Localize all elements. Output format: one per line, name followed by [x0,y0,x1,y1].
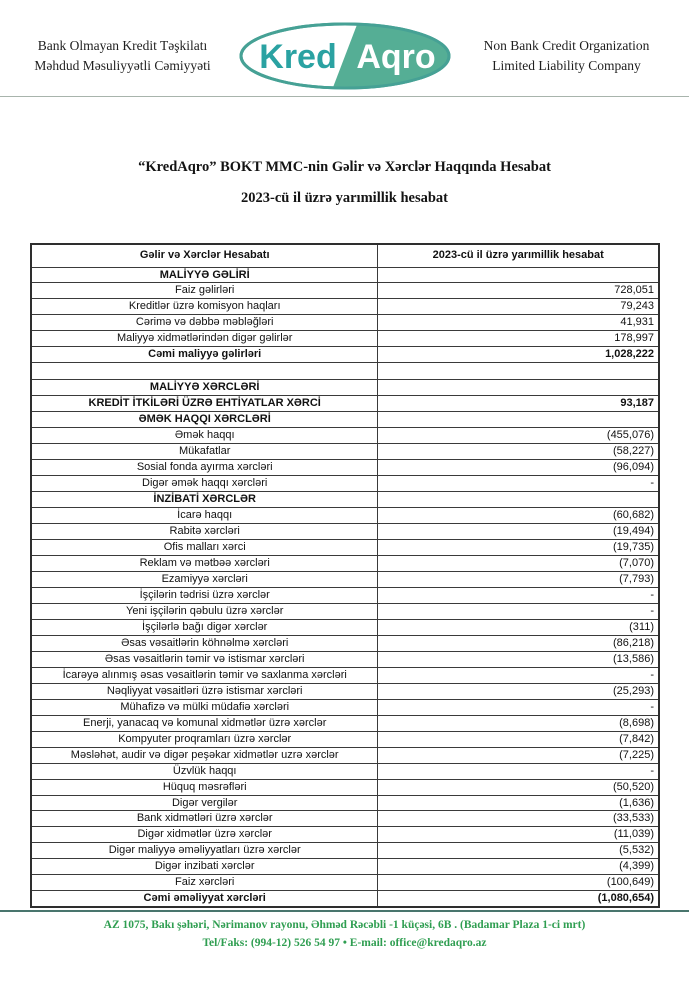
table-row [31,843,659,859]
row-value: (50,520) [378,779,659,795]
row-label: Digər xidmətlər üzrə xərclər [31,827,378,843]
row-value: (86,218) [378,635,659,651]
row-value: 178,997 [378,331,659,347]
table-row [31,540,659,556]
footer-address: AZ 1075, Bakı şəhəri, Nərimanov rayonu, Əhməd Rəcəbli -1 küçəsi, 6B . (Badamar Plaza 1-ci mrt) [103,919,586,931]
row-value: 93,187 [378,396,659,412]
table-row [31,492,659,508]
row-value: (311) [378,619,659,635]
row-value: (13,586) [378,651,659,667]
table-row [31,667,659,683]
row-value [378,363,659,380]
row-value: (60,682) [378,508,659,524]
row-value: 79,243 [378,299,659,315]
table-row [31,683,659,699]
table-row [31,747,659,763]
row-value: (33,533) [378,811,659,827]
table-row [31,428,659,444]
row-label: İNZİBATİ XƏRCLƏR [31,492,378,508]
row-label: KREDİT İTKİLƏRİ ÜZRƏ EHTİYATLAR XƏRCİ [31,396,378,412]
row-label: Yeni işçilərin qəbulu üzrə xərclər [31,603,378,619]
table-row [31,396,659,412]
table-header-row [31,244,659,267]
row-value: (8,698) [378,715,659,731]
row-label: Bank xidmətləri üzrə xərclər [31,811,378,827]
row-label: Nəqliyyat vəsaitləri üzrə istismar xərcləri [31,683,378,699]
row-value: - [378,476,659,492]
row-label: Faiz gəlirləri [31,283,378,299]
row-value: (19,494) [378,524,659,540]
row-value: - [378,699,659,715]
table-row [31,603,659,619]
row-value: (7,070) [378,555,659,571]
table-row [31,380,659,396]
table-row [31,715,659,731]
logo-kred-text: Kred [258,38,337,76]
table-row [31,299,659,315]
table-row [31,891,659,907]
row-label: Kompyuter proqramları üzrə xərclər [31,731,378,747]
row-label: Cəmi maliyyə gəlirləri [31,347,378,363]
row-value [378,412,659,428]
row-label: Rabitə xərcləri [31,524,378,540]
row-label: Əsas vəsaitlərin köhnəlmə xərcləri [31,635,378,651]
row-label: İşçilərlə bağı digər xərclər [31,619,378,635]
row-value [378,380,659,396]
table-row [31,347,659,363]
row-label: İcarəyə alınmış əsas vəsaitlərin təmir və saxlanma xərcləri [31,667,378,683]
row-label: MALİYYƏ XƏRCLƏRİ [31,380,378,396]
row-label: Digər əmək haqqı xərcləri [31,476,378,492]
row-label: Üzvlük haqqı [31,763,378,779]
row-label: Digər inzibati xərclər [31,859,378,875]
row-value [378,267,659,283]
row-label: Faiz xərcləri [31,875,378,891]
table-row [31,699,659,715]
row-value: 41,931 [378,315,659,331]
page-footer [0,910,689,953]
org-name-azerbaijani [10,36,235,75]
row-value: - [378,587,659,603]
org-az-line2: Məhdud Məsuliyyətli Cəmiyyəti [34,58,211,73]
row-value: (11,039) [378,827,659,843]
table-row [31,444,659,460]
table-row [31,619,659,635]
row-value: (58,227) [378,444,659,460]
column-header-period: 2023-cü il üzrə yarımillik hesabat [378,244,659,267]
table-row [31,763,659,779]
table-row [31,555,659,571]
row-value: (1,636) [378,795,659,811]
row-value: - [378,603,659,619]
row-label: Digər vergilər [31,795,378,811]
row-value: 728,051 [378,283,659,299]
row-value: (5,532) [378,843,659,859]
table-row [31,508,659,524]
report-title-line1: “KredAqro” BOKT MMC-nin Gəlir və Xərclər Haqqında Hesabat [138,159,551,175]
row-value: (7,842) [378,731,659,747]
table-row [31,811,659,827]
table-row [31,412,659,428]
logo-aqro-text: Aqro [355,38,436,76]
row-value: (4,399) [378,859,659,875]
row-label: İcarə haqqı [31,508,378,524]
table-row [31,587,659,603]
row-value: 1,028,222 [378,347,659,363]
row-value: (7,793) [378,571,659,587]
row-label [31,363,378,380]
row-label: Ezamiyyə xərcləri [31,571,378,587]
org-en-line1: Non Bank Credit Organization [483,38,650,54]
row-label: ƏMƏK HAQQI XƏRCLƏRİ [31,412,378,428]
row-label: Maliyyə xidmətlərindən digər gəlirlər [31,331,378,347]
row-value [378,492,659,508]
footer-contact: Tel/Faks: (994-12) 526 54 97 • E-mail: office@kredaqro.az [202,936,487,949]
row-label: Enerji, yanacaq və komunal xidmətlər üzrə xərclər [31,715,378,731]
row-label: MALİYYƏ GƏLİRİ [31,267,378,283]
row-value: (7,225) [378,747,659,763]
row-label: Mükafatlar [31,444,378,460]
org-name-english [454,36,679,75]
row-value: (1,080,654) [378,891,659,907]
row-label: Ofis malları xərci [31,540,378,556]
table-row [31,476,659,492]
table-row [31,315,659,331]
report-table-body [31,267,659,907]
header-divider [0,96,689,97]
row-value: (455,076) [378,428,659,444]
table-row [31,524,659,540]
income-expense-table [30,243,660,908]
table-row [31,460,659,476]
row-label: Kreditlər üzrə komisyon haqları [31,299,378,315]
table-row [31,731,659,747]
column-header-account: Gəlir və Xərclər Hesabatı [31,244,378,267]
table-row [31,635,659,651]
table-row [31,283,659,299]
table-row [31,651,659,667]
row-label: Məsləhət, audir və digər peşəkar xidmətlər uzrə xərclər [31,747,378,763]
org-en-line2: Limited Liability Company [492,58,641,73]
row-label: Digər maliyyə əməliyyatları üzrə xərclər [31,843,378,859]
report-title-line2: 2023-cü il üzrə yarımillik hesabat [240,190,448,206]
report-title [0,159,689,207]
letterhead [0,0,689,96]
row-label: Reklam və mətbəə xərcləri [31,555,378,571]
row-value: (96,094) [378,460,659,476]
kredaqro-logo-icon [236,19,454,93]
row-label: Əsas vəsaitlərin təmir və istismar xərcləri [31,651,378,667]
row-label: Əmək haqqı [31,428,378,444]
kredaqro-logo [236,19,454,93]
row-value: - [378,667,659,683]
row-label: Sosial fonda ayırma xərcləri [31,460,378,476]
row-value: (25,293) [378,683,659,699]
row-value: (19,735) [378,540,659,556]
table-row [31,331,659,347]
table-row [31,795,659,811]
table-row [31,859,659,875]
table-row [31,779,659,795]
row-label: Hüquq məsrəfləri [31,779,378,795]
org-az-line1: Bank Olmayan Kredit Təşkilatı [37,38,208,54]
row-value: (100,649) [378,875,659,891]
table-row [31,363,659,380]
table-row [31,571,659,587]
table-row [31,267,659,283]
row-label: Cəmi əməliyyat xərcləri [31,891,378,907]
table-row [31,875,659,891]
row-label: İşçilərin tədrisi üzrə xərclər [31,587,378,603]
row-label: Cərimə və dəbbə məbləğləri [31,315,378,331]
row-value: - [378,763,659,779]
table-row [31,827,659,843]
row-label: Mühafizə və mülki müdafiə xərcləri [31,699,378,715]
